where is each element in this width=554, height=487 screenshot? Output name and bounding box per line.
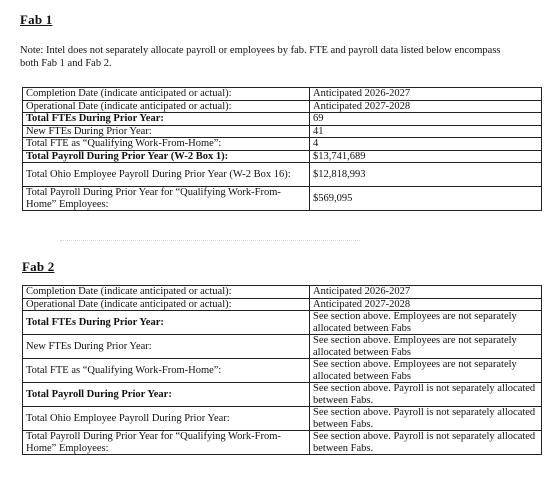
row-value: 69 <box>310 113 542 126</box>
table-row <box>23 187 542 211</box>
row-label: Total Payroll During Prior Year: <box>23 383 310 407</box>
row-label: New FTEs During Prior Year: <box>23 335 310 359</box>
row-value: See section above. Payroll is not separately allocated between Fabs. <box>310 407 542 431</box>
row-label: New FTEs During Prior Year: <box>23 125 310 138</box>
row-value: Anticipated 2027-2028 <box>310 100 542 113</box>
row-value: 41 <box>310 125 542 138</box>
table-row <box>23 100 542 113</box>
table-row <box>23 286 542 299</box>
row-value: See section above. Payroll is not separately allocated between Fabs. <box>310 383 542 407</box>
row-value: Anticipated 2026-2027 <box>310 88 542 101</box>
row-label: Total FTEs During Prior Year: <box>23 311 310 335</box>
row-label: Total FTEs During Prior Year: <box>23 113 310 126</box>
table-row <box>23 138 542 151</box>
row-value: Anticipated 2026-2027 <box>310 286 542 299</box>
row-value: $12,818,993 <box>310 163 542 187</box>
row-label: Total Payroll During Prior Year for “Qualifying Work-From-Home” Employees: <box>23 431 310 455</box>
table-row <box>23 113 542 126</box>
table-row <box>23 150 542 163</box>
row-label: Operational Date (indicate anticipated or actual): <box>23 100 310 113</box>
fab1-heading: Fab 1 <box>20 12 53 27</box>
table-row <box>23 163 542 187</box>
row-label: Total Payroll During Prior Year (W-2 Box 1): <box>23 150 310 163</box>
table-row <box>23 125 542 138</box>
table-row <box>23 88 542 101</box>
fab1-table <box>22 87 542 211</box>
row-label: Total Payroll During Prior Year for “Qualifying Work-From-Home” Employees: <box>23 187 310 211</box>
table-row <box>23 431 542 455</box>
row-value: Anticipated 2027-2028 <box>310 298 542 311</box>
table-row <box>23 407 542 431</box>
fab2-table <box>22 285 542 455</box>
row-value: $13,741,689 <box>310 150 542 163</box>
row-value: See section above. Employees are not separately allocated between Fabs <box>310 359 542 383</box>
table-row <box>23 298 542 311</box>
table-row <box>23 335 542 359</box>
row-label: Completion Date (indicate anticipated or actual): <box>23 286 310 299</box>
row-label: Total Ohio Employee Payroll During Prior Year (W-2 Box 16): <box>23 163 310 187</box>
row-value: See section above. Employees are not separately allocated between Fabs <box>310 335 542 359</box>
scan-artifact <box>60 240 360 243</box>
table-row <box>23 311 542 335</box>
row-value: See section above. Payroll is not separately allocated between Fabs. <box>310 431 542 455</box>
row-value: See section above. Employees are not separately allocated between Fabs <box>310 311 542 335</box>
row-label: Operational Date (indicate anticipated or actual): <box>23 298 310 311</box>
table-row <box>23 383 542 407</box>
row-value: 4 <box>310 138 542 151</box>
row-value: $569,095 <box>310 187 542 211</box>
fab1-note: Note: Intel does not separately allocate payroll or employees by fab. FTE and payroll data listed below encompass both Fab 1 and Fab 2. <box>20 45 501 69</box>
row-label: Total FTE as “Qualifying Work-From-Home”: <box>23 138 310 151</box>
fab2-heading: Fab 2 <box>22 259 55 274</box>
row-label: Total Ohio Employee Payroll During Prior Year: <box>23 407 310 431</box>
table-row <box>23 359 542 383</box>
row-label: Completion Date (indicate anticipated or actual): <box>23 88 310 101</box>
row-label: Total FTE as “Qualifying Work-From-Home”: <box>23 359 310 383</box>
